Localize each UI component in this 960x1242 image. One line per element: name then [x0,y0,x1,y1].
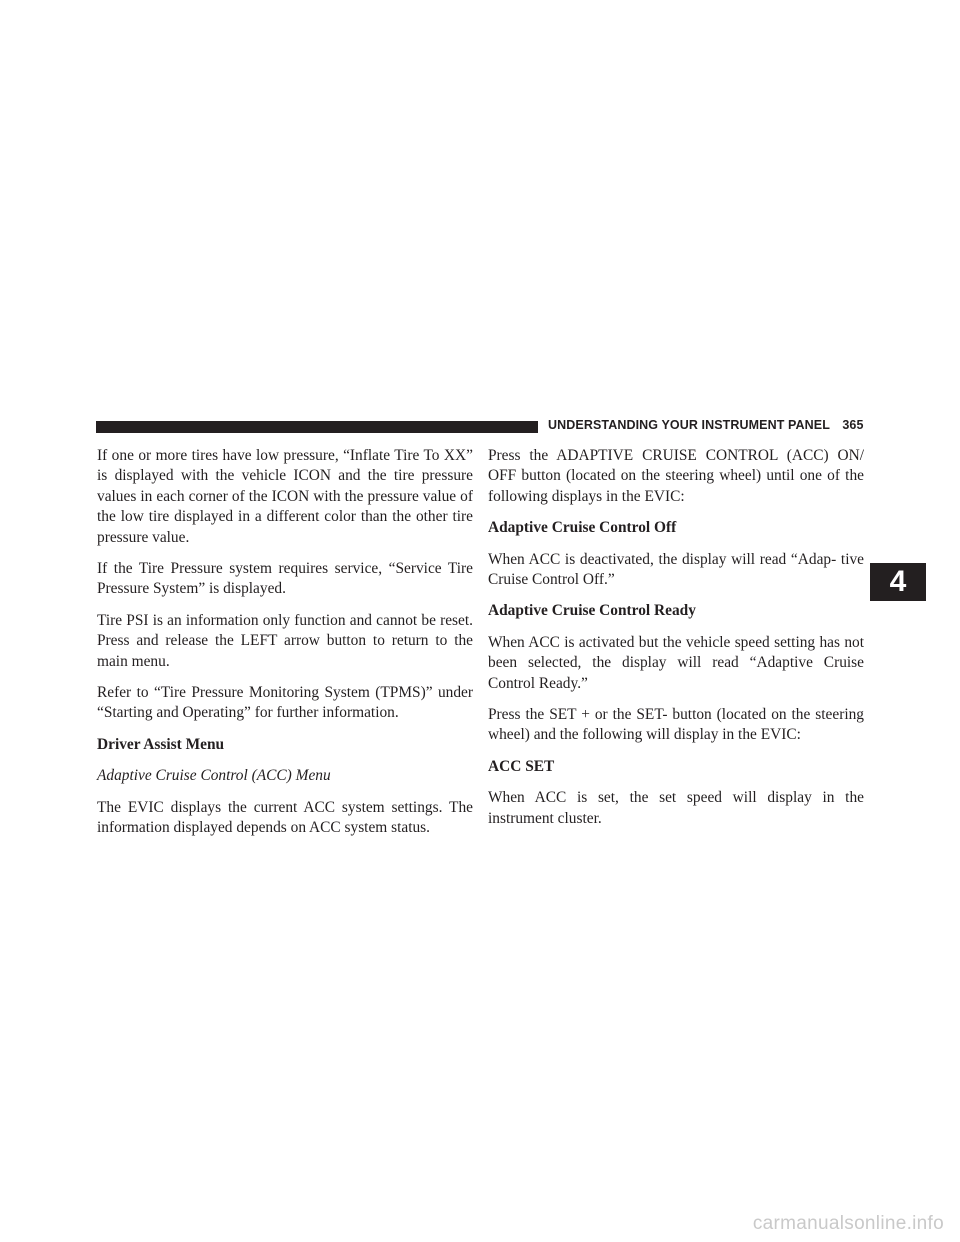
subsection-heading: Adaptive Cruise Control (ACC) Menu [97,767,331,785]
right-column [488,446,864,840]
section-heading: ACC SET [488,757,555,775]
watermark: carmanualsonline.info [752,1213,944,1234]
header-rule [96,421,538,433]
chapter-tab: 4 [870,563,926,601]
section-heading: Adaptive Cruise Control Ready [488,602,696,620]
paragraph: When ACC is deactivated, the display will read “Adap- tive Cruise Control Off.” [488,550,864,589]
paragraph: Tire PSI is an information only function and cannot be reset. Press and release the LEFT arrow button to return to the main menu. [97,611,473,670]
paragraph: Refer to “Tire Pressure Monitoring System (TPMS)” under “Starting and Operating” for further information. [97,684,473,722]
section-title: UNDERSTANDING YOUR INSTRUMENT PANEL [548,418,830,432]
paragraph: If the Tire Pressure system requires service, “Service Tire Pressure System” is displayed. [97,560,473,598]
paragraph: Press the SET + or the SET- button (located on the steering wheel) and the following will display in the EVIC: [488,706,864,744]
paragraph: If one or more tires have low pressure, “Inflate Tire To XX” is displayed with the vehicle ICON and the tire pressure values in each corner of the ICON with the pressure value of the low tire displayed in a different color than the other tire pressure value. [97,447,473,546]
section-heading: Adaptive Cruise Control Off [488,519,677,537]
section-heading: Driver Assist Menu [97,735,225,753]
paragraph: When ACC is set, the set speed will display in the instrument cluster. [488,789,864,827]
page-number: 365 [842,418,864,432]
running-header [548,418,864,432]
paragraph: When ACC is activated but the vehicle speed setting has not been selected, the display will read “Adaptive Cruise Control Ready.” [488,633,864,692]
left-column [97,446,473,850]
paragraph: Press the ADAPTIVE CRUISE CONTROL (ACC) ON/ OFF button (located on the steering wheel) until one of the following displays in the EVIC: [488,447,864,505]
paragraph: The EVIC displays the current ACC system settings. The information displayed depends on ACC system status. [97,798,473,837]
